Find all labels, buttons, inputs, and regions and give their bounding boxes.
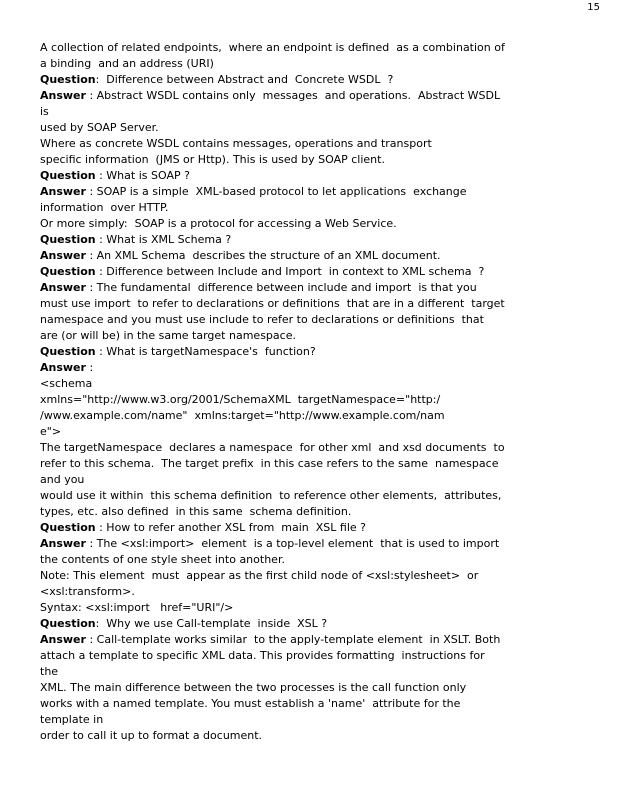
text-line: [40, 136, 518, 152]
page-number: 15: [587, 2, 600, 13]
line-text: information over HTTP.: [40, 201, 169, 214]
line-text: : Difference between Include and Import in context to XML schema ?: [95, 265, 485, 278]
text-line: [40, 56, 518, 72]
line-text: :: [85, 361, 94, 374]
line-text: : What is targetNamespace's function?: [95, 345, 316, 358]
line-text: Note: This element must appear as the first child node of <xsl:stylesheet> or: [40, 569, 479, 582]
line-text: : The fundamental difference between include and import is that you: [85, 281, 477, 294]
answer-label: Answer: [40, 633, 86, 646]
text-line: [40, 344, 518, 360]
line-text: The targetNamespace declares a namespace for other xml and xsd documents to: [40, 441, 505, 454]
text-line: [40, 504, 518, 520]
answer-label: Answer: [40, 281, 86, 294]
text-line: [40, 168, 518, 184]
line-text: e">: [40, 425, 62, 438]
answer-label: Answer: [40, 537, 86, 550]
line-text: <xsl:transform>.: [40, 585, 135, 598]
question-label: Question: [40, 73, 96, 86]
document-body: [40, 40, 518, 744]
text-line: [40, 152, 518, 168]
text-line: [40, 728, 518, 744]
line-text: : The <xsl:import> element is a top-level element that is used to import: [85, 537, 500, 550]
line-text: a binding and an address (URI): [40, 57, 214, 70]
line-text: : Abstract WSDL contains only messages and operations. Abstract WSDL: [85, 89, 501, 102]
line-text: /www.example.com/name" xmlns:target="http://www.example.com/nam: [40, 409, 445, 422]
text-line: [40, 232, 518, 248]
text-line: [40, 456, 518, 472]
line-text: : Why we use Call-template inside XSL ?: [95, 617, 328, 630]
answer-label: Answer: [40, 89, 86, 102]
line-text: and you: [40, 473, 85, 486]
text-line: [40, 424, 518, 440]
line-text: Syntax: <xsl:import href="URI"/>: [40, 601, 234, 614]
question-label: Question: [40, 265, 96, 278]
line-text: used by SOAP Server.: [40, 121, 159, 134]
line-text: works with a named template. You must establish a 'name' attribute for the: [40, 697, 461, 710]
text-line: [40, 184, 518, 200]
line-text: : What is XML Schema ?: [95, 233, 232, 246]
question-label: Question: [40, 345, 96, 358]
line-text: : What is SOAP ?: [95, 169, 190, 182]
text-line: [40, 40, 518, 56]
text-line: [40, 664, 518, 680]
text-line: [40, 712, 518, 728]
text-line: [40, 440, 518, 456]
line-text: : How to refer another XSL from main XSL file ?: [95, 521, 367, 534]
answer-label: Answer: [40, 361, 86, 374]
text-line: [40, 88, 518, 104]
line-text: would use it within this schema definition to reference other elements, attributes,: [40, 489, 502, 502]
line-text: template in: [40, 713, 104, 726]
text-line: [40, 648, 518, 664]
text-line: [40, 264, 518, 280]
text-line: [40, 488, 518, 504]
line-text: types, etc. also defined in this same schema definition.: [40, 505, 352, 518]
text-line: [40, 552, 518, 568]
question-label: Question: [40, 521, 96, 534]
text-line: [40, 584, 518, 600]
line-text: order to call it up to format a document.: [40, 729, 263, 742]
text-line: [40, 680, 518, 696]
line-text: attach a template to specific XML data. This provides formatting instructions for: [40, 649, 485, 662]
text-line: [40, 360, 518, 376]
text-line: [40, 216, 518, 232]
line-text: the contents of one style sheet into another.: [40, 553, 285, 566]
line-text: Or more simply: SOAP is a protocol for accessing a Web Service.: [40, 217, 397, 230]
line-text: <schema: [40, 377, 93, 390]
line-text: the: [40, 665, 59, 678]
text-line: [40, 568, 518, 584]
text-line: [40, 280, 518, 296]
text-line: [40, 392, 518, 408]
text-line: [40, 376, 518, 392]
answer-label: Answer: [40, 249, 86, 262]
text-line: [40, 248, 518, 264]
text-line: [40, 200, 518, 216]
question-label: Question: [40, 169, 96, 182]
line-text: refer to this schema. The target prefix in this case refers to the same namespace: [40, 457, 499, 470]
line-text: XML. The main difference between the two processes is the call function only: [40, 681, 467, 694]
question-label: Question: [40, 617, 96, 630]
text-line: [40, 696, 518, 712]
line-text: : An XML Schema describes the structure of an XML document.: [85, 249, 441, 262]
answer-label: Answer: [40, 185, 86, 198]
line-text: : Difference between Abstract and Concrete WSDL ?: [95, 73, 394, 86]
line-text: : Call-template works similar to the apply-template element in XSLT. Both: [85, 633, 501, 646]
text-line: [40, 616, 518, 632]
text-line: [40, 104, 518, 120]
question-label: Question: [40, 233, 96, 246]
text-line: [40, 408, 518, 424]
text-line: [40, 520, 518, 536]
text-line: [40, 312, 518, 328]
line-text: A collection of related endpoints, where an endpoint is defined as a combination of: [40, 41, 505, 54]
text-line: [40, 120, 518, 136]
text-line: [40, 536, 518, 552]
text-line: [40, 72, 518, 88]
text-line: [40, 600, 518, 616]
line-text: must use import to refer to declarations or definitions that are in a different target: [40, 297, 505, 310]
text-line: [40, 472, 518, 488]
line-text: are (or will be) in the same target namespace.: [40, 329, 296, 342]
text-line: [40, 328, 518, 344]
line-text: is: [40, 105, 49, 118]
line-text: namespace and you must use include to refer to declarations or definitions that: [40, 313, 484, 326]
line-text: xmlns="http://www.w3.org/2001/SchemaXML targetNamespace="http:/: [40, 393, 441, 406]
line-text: Where as concrete WSDL contains messages, operations and transport: [40, 137, 432, 150]
line-text: : SOAP is a simple XML-based protocol to let applications exchange: [85, 185, 467, 198]
line-text: specific information (JMS or Http). This is used by SOAP client.: [40, 153, 385, 166]
text-line: [40, 632, 518, 648]
text-line: [40, 296, 518, 312]
